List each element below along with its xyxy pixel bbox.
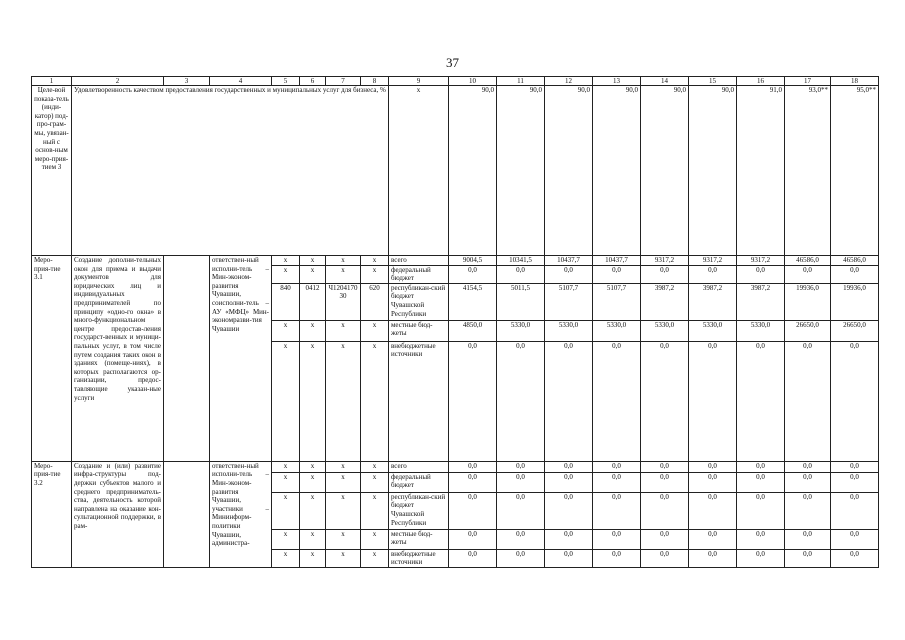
code-cell: х [300, 529, 326, 549]
funding-source: федеральный бюджет [389, 265, 449, 283]
value-cell: 0,0 [497, 265, 545, 283]
column-header: 18 [831, 77, 879, 86]
value-cell: 0,0 [831, 472, 879, 492]
value-cell: 5107,7 [545, 283, 593, 320]
code-cell: х [326, 549, 361, 567]
value-cell: 26650,0 [785, 320, 831, 341]
code-cell: х [300, 492, 326, 529]
value-cell: 5011,5 [497, 283, 545, 320]
value-cell: 0,0 [689, 341, 737, 461]
column-header: 13 [593, 77, 641, 86]
funding-source: республикан-ский бюджет Чувашской Республики [389, 492, 449, 529]
value-cell: 0,0 [737, 472, 785, 492]
value-cell: 0,0 [831, 549, 879, 567]
value-cell: 0,0 [545, 265, 593, 283]
code-cell: х [300, 265, 326, 283]
value-cell: 0,0 [449, 529, 497, 549]
value-cell: 3987,2 [641, 283, 689, 320]
value-cell: 46586,0 [831, 256, 879, 266]
value-cell: 0,0 [737, 265, 785, 283]
value-cell: 0,0 [785, 265, 831, 283]
value-cell: 0,0 [831, 265, 879, 283]
value-cell: 0,0 [497, 529, 545, 549]
value-cell: 0,0 [545, 492, 593, 529]
value-cell: 0,0 [449, 472, 497, 492]
target-x: х [389, 86, 449, 256]
column-header: 3 [164, 77, 210, 86]
code-cell: х [361, 472, 389, 492]
target-value: 90,0 [689, 86, 737, 256]
code-cell: х [272, 265, 300, 283]
column-header: 16 [737, 77, 785, 86]
code-cell: х [300, 341, 326, 461]
value-cell: 0,0 [497, 492, 545, 529]
activity-label: Меро-прия-тие 3.2 [32, 461, 72, 567]
value-cell: 0,0 [689, 461, 737, 472]
target-value: 91,0 [737, 86, 785, 256]
code-cell: х [300, 549, 326, 567]
value-cell: 0,0 [497, 461, 545, 472]
code-cell: х [326, 461, 361, 472]
value-cell: 0,0 [785, 492, 831, 529]
code-cell: х [300, 256, 326, 266]
column-header: 10 [449, 77, 497, 86]
column-header: 9 [389, 77, 449, 86]
target-value: 90,0 [593, 86, 641, 256]
code-cell: х [300, 320, 326, 341]
column-header: 14 [641, 77, 689, 86]
value-cell: 0,0 [593, 472, 641, 492]
funding-row [32, 461, 879, 472]
value-cell: 0,0 [689, 492, 737, 529]
code-cell: х [361, 256, 389, 266]
value-cell: 9317,2 [737, 256, 785, 266]
value-cell: 0,0 [497, 341, 545, 461]
column-header: 11 [497, 77, 545, 86]
value-cell: 0,0 [449, 341, 497, 461]
value-cell: 0,0 [831, 461, 879, 472]
value-cell: 0,0 [545, 461, 593, 472]
value-cell: 0,0 [545, 549, 593, 567]
value-cell: 5330,0 [689, 320, 737, 341]
target-value: 90,0 [545, 86, 593, 256]
target-value: 95,0** [831, 86, 879, 256]
value-cell: 10341,5 [497, 256, 545, 266]
activity-responsible: ответствен-ный исполни-тель – Мин-эконом-развития Чувашии, соисполни-тель – АУ «МФЦ» Мин-экономразви-тия Чувашии [210, 256, 272, 462]
value-cell: 0,0 [641, 265, 689, 283]
value-cell: 0,0 [641, 529, 689, 549]
target-row [32, 86, 879, 256]
value-cell: 0,0 [593, 341, 641, 461]
empty-cell [164, 461, 210, 567]
value-cell: 5330,0 [545, 320, 593, 341]
value-cell: 0,0 [641, 472, 689, 492]
value-cell: 0,0 [449, 492, 497, 529]
value-cell: 4154,5 [449, 283, 497, 320]
funding-source: внебюджетные источники [389, 549, 449, 567]
value-cell: 0,0 [593, 529, 641, 549]
column-header: 5 [272, 77, 300, 86]
value-cell: 19936,0 [831, 283, 879, 320]
page-number: 37 [446, 55, 459, 70]
value-cell: 0,0 [545, 472, 593, 492]
value-cell: 0,0 [831, 492, 879, 529]
value-cell: 9317,2 [689, 256, 737, 266]
value-cell: 0,0 [593, 461, 641, 472]
value-cell: 5330,0 [497, 320, 545, 341]
target-value: 93,0** [785, 86, 831, 256]
program-table [31, 76, 879, 568]
code-cell: х [361, 320, 389, 341]
column-header: 15 [689, 77, 737, 86]
value-cell: 0,0 [737, 492, 785, 529]
column-header: 2 [72, 77, 164, 86]
value-cell: 0,0 [831, 529, 879, 549]
code-cell: х [272, 529, 300, 549]
value-cell: 0,0 [641, 549, 689, 567]
column-header: 7 [326, 77, 361, 86]
code-cell: х [361, 341, 389, 461]
value-cell: 3987,2 [737, 283, 785, 320]
value-cell: 0,0 [737, 549, 785, 567]
value-cell: 5107,7 [593, 283, 641, 320]
value-cell: 0,0 [785, 549, 831, 567]
value-cell: 0,0 [449, 549, 497, 567]
code-cell: х [326, 492, 361, 529]
code-cell: х [326, 265, 361, 283]
value-cell: 0,0 [497, 472, 545, 492]
activity-name: Создание и (или) развитие инфра-структуры под-держки субъектов малого и среднего предприниматель-ства, деятельность которой направлена на оказание кон-сультационной поддержки, в рам- [72, 461, 164, 567]
value-cell: 10437,7 [545, 256, 593, 266]
code-cell: х [326, 529, 361, 549]
value-cell: 9004,5 [449, 256, 497, 266]
activity-name: Создание дополни-тельных окон для приема и выдачи документов для юридических лиц и индивидуальных предпринимателей по принципу «одно-го окна» в много-функциональном центре предостав-ления государст-венных и муници-пальных услуг, в том числе путем создания таких окон в зданиях (помеще-ниях), в которых располагаются ор-ганизации, предос-тавляющие указан-ные услуги [72, 256, 164, 462]
funding-row [32, 256, 879, 266]
code-cell: х [272, 461, 300, 472]
code-cell: х [361, 265, 389, 283]
value-cell: 5330,0 [593, 320, 641, 341]
value-cell: 0,0 [737, 341, 785, 461]
value-cell: 0,0 [593, 492, 641, 529]
value-cell: 0,0 [689, 472, 737, 492]
code-cell: х [272, 256, 300, 266]
empty-cell [164, 256, 210, 462]
code-cell: 0412 [300, 283, 326, 320]
value-cell: 0,0 [785, 341, 831, 461]
code-cell: х [326, 472, 361, 492]
value-cell: 19936,0 [785, 283, 831, 320]
code-cell: 620 [361, 283, 389, 320]
column-header: 1 [32, 77, 72, 86]
value-cell: 0,0 [449, 265, 497, 283]
code-cell: х [300, 461, 326, 472]
column-header: 12 [545, 77, 593, 86]
value-cell: 0,0 [737, 461, 785, 472]
activity-responsible: ответствен-ный исполни-тель – Мин-эконом-развития Чувашии, участники – Мининформ-политики Чувашии, администра- [210, 461, 272, 567]
column-header: 4 [210, 77, 272, 86]
code-cell: х [326, 256, 361, 266]
code-cell: х [361, 549, 389, 567]
funding-source: республикан-ский бюджет Чувашской Республики [389, 283, 449, 320]
value-cell: 5330,0 [641, 320, 689, 341]
funding-source: всего [389, 461, 449, 472]
code-cell: 840 [272, 283, 300, 320]
value-cell: 0,0 [689, 549, 737, 567]
value-cell: 4850,0 [449, 320, 497, 341]
funding-source: внебюджетные источники [389, 341, 449, 461]
value-cell: 0,0 [593, 265, 641, 283]
code-cell: х [300, 472, 326, 492]
code-cell: х [361, 492, 389, 529]
funding-source: местные бюд-жеты [389, 529, 449, 549]
code-cell: х [272, 472, 300, 492]
code-cell: х [326, 341, 361, 461]
value-cell: 0,0 [545, 529, 593, 549]
target-text: Удовлетворенность качеством предоставления государственных и муниципальных услуг для бизнеса, % [72, 86, 389, 256]
value-cell: 10437,7 [593, 256, 641, 266]
value-cell: 46586,0 [785, 256, 831, 266]
value-cell: 0,0 [737, 529, 785, 549]
code-cell: х [272, 549, 300, 567]
target-value: 90,0 [641, 86, 689, 256]
value-cell: 0,0 [689, 529, 737, 549]
funding-source: федеральный бюджет [389, 472, 449, 492]
code-cell: х [326, 320, 361, 341]
column-header: 6 [300, 77, 326, 86]
column-header: 17 [785, 77, 831, 86]
code-cell: Ч1204170 30 [326, 283, 361, 320]
value-cell: 0,0 [831, 341, 879, 461]
value-cell: 0,0 [497, 549, 545, 567]
value-cell: 3987,2 [689, 283, 737, 320]
value-cell: 0,0 [641, 461, 689, 472]
value-cell: 9317,2 [641, 256, 689, 266]
code-cell: х [361, 461, 389, 472]
header-row [32, 77, 879, 86]
code-cell: х [272, 341, 300, 461]
code-cell: х [272, 320, 300, 341]
code-cell: х [272, 492, 300, 529]
code-cell: х [361, 529, 389, 549]
funding-source: всего [389, 256, 449, 266]
value-cell: 0,0 [593, 549, 641, 567]
target-label: Целе-вой показа-тель (инди-катор) под-про-грам-мы, увязан-ный с основ-ным меро-прия-тием 3 [32, 86, 72, 256]
activity-label: Меро-прия-тие 3.1 [32, 256, 72, 462]
value-cell: 0,0 [785, 472, 831, 492]
column-header: 8 [361, 77, 389, 86]
value-cell: 0,0 [785, 529, 831, 549]
target-value: 90,0 [497, 86, 545, 256]
value-cell: 5330,0 [737, 320, 785, 341]
value-cell: 0,0 [641, 492, 689, 529]
target-value: 90,0 [449, 86, 497, 256]
value-cell: 0,0 [785, 461, 831, 472]
value-cell: 26650,0 [831, 320, 879, 341]
value-cell: 0,0 [641, 341, 689, 461]
value-cell: 0,0 [545, 341, 593, 461]
funding-source: местные бюд-жеты [389, 320, 449, 341]
value-cell: 0,0 [449, 461, 497, 472]
value-cell: 0,0 [689, 265, 737, 283]
